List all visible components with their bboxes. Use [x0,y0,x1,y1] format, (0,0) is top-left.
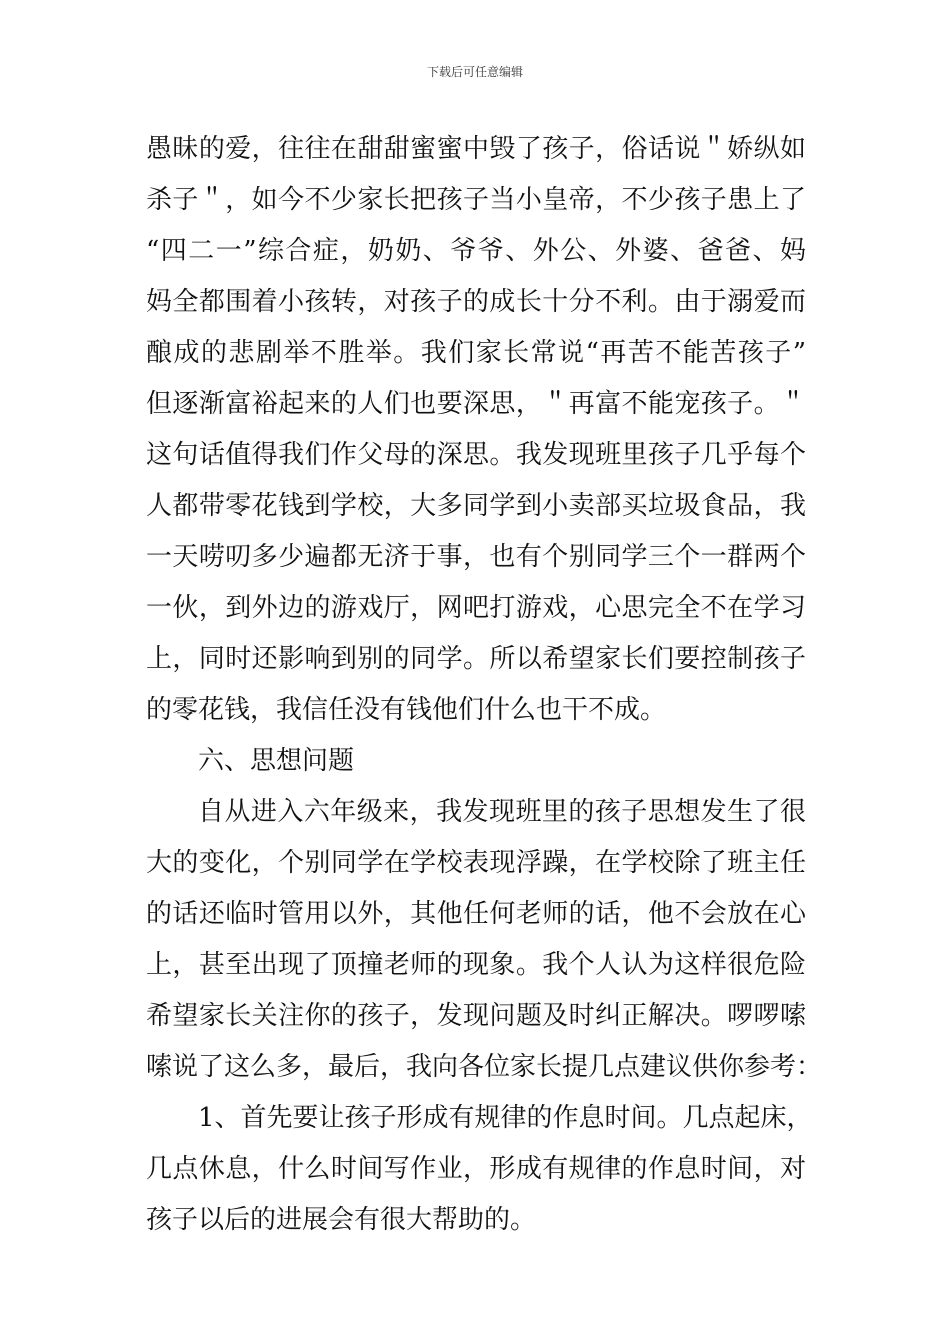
paragraph-line: 嗦说了这么多，最后，我向各位家长提几点建议供你参考： [146,1052,823,1082]
paragraph-line: 妈全都围着小孩转，对孩子的成长十分不利。由于溺爱而 [146,287,806,317]
paragraph-line: 大的变化，个别同学在学校表现浮躁，在学校除了班主任 [146,848,806,878]
page-header: 下载后可任意编辑 [426,65,523,79]
paragraph-line: 但逐渐富裕起来的人们也要深思，＂再富不能宠孩子。＂ [146,389,806,419]
paragraph-line: 上，甚至出现了顶撞老师的现象。我个人认为这样很危险 [146,950,806,980]
paragraph-line: 的话还临时管用以外，其他任何老师的话，他不会放在心 [146,899,806,929]
paragraph-line: 上，同时还影响到别的同学。所以希望家长们要控制孩子 [146,644,806,674]
paragraph-line: 人都带零花钱到学校，大多同学到小卖部买垃圾食品，我 [146,491,806,521]
paragraph-line: 的零花钱，我信任没有钱他们什么也干不成。 [146,695,667,725]
list-item-line: 孩子以后的进展会有很大帮助的。 [146,1205,537,1235]
paragraph-line: 希望家长关注你的孩子，发现问题及时纠正解决。啰啰嗦 [146,1001,806,1031]
list-item-line: 1、首先要让孩子形成有规律的作息时间。几点起床， [198,1103,813,1133]
section-heading: 六、思想问题 [198,746,355,776]
paragraph-line: 这句话值得我们作父母的深思。我发现班里孩子几乎每个 [146,440,806,470]
paragraph-line: 酿成的悲剧举不胜举。我们家长常说“再苦不能苦孩子” [146,338,806,368]
paragraph-line: 自从进入六年级来，我发现班里的孩子思想发生了很 [198,797,806,827]
paragraph-line: 杀子＂，如今不少家长把孩子当小皇帝，不少孩子患上了 [146,185,806,215]
paragraph-line: 一伙，到外边的游戏厅，网吧打游戏，心思完全不在学习 [146,593,806,623]
paragraph-line: 愚昧的爱，往往在甜甜蜜蜜中毁了孩子，俗话说＂娇纵如 [146,134,806,164]
list-item-line: 几点休息，什么时间写作业，形成有规律的作息时间，对 [146,1154,806,1184]
paragraph-line: 一天唠叨多少遍都无济于事，也有个别同学三个一群两个 [146,542,806,572]
body-text [146,124,823,1246]
paragraph-line: “四二一”综合症，奶奶、爷爷、外公、外婆、爸爸、妈 [146,236,806,266]
